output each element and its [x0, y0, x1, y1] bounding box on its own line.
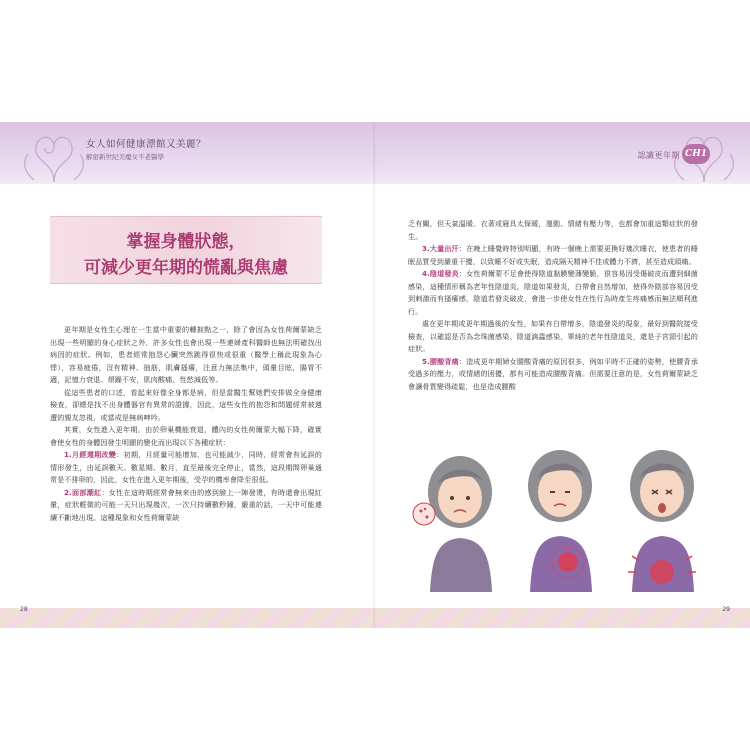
list-item — [408, 243, 698, 268]
list-item — [50, 487, 322, 525]
book-title: 女人如何健康漂館又美麗？ — [86, 139, 207, 150]
item-text: ：女性在這時期經常會無來由的感到臉上一陣發燙，有時還會出現紅暈，症狀輕微的可能一天只出現幾次，一次只持續數秒鐘，嚴重的話，一天中可能連續不斷地出現。這種現象和女性荷爾蒙缺 — [50, 487, 323, 522]
paragraph: 其實，女性進入更年期，由於卵巢機能衰退，體內的女性荷爾蒙大幅下降，確實會使女性的身體因發生明顯的變化而出現以下各種症狀： — [50, 425, 322, 447]
list-item — [408, 268, 698, 318]
page-number-right: 29 — [722, 606, 730, 613]
paragraph: 乏有關，但天氣溫暖、衣著或寢具太保暖，運動、情緒有壓力等，也都會加重這類症狀的發生。 — [408, 219, 698, 241]
swirl-ornament-left-icon — [14, 122, 94, 184]
item-text: ：初期，月經量可能增加，也可能減少，同時，經常會有延誤的情形發生，由延誤數天、數星期、數月，直至最後完全停止，當然，這段期間卵巢通常是不排卵的，因此，女性在進入更年期後，受孕的機率會降至很低。 — [50, 450, 322, 484]
three-women-symptoms-illustration-icon — [410, 422, 710, 592]
item-label: 1.月經週期改變 — [64, 450, 117, 459]
item-text: ：在晚上睡覺時特別明顯，有時一個晚上需要更換好幾次睡衣，使患者的睡眠品質受到嚴重干擾，以致睡不好或失眠，造成隔天精神不佳或體力不濟，甚至造成頭痛。 — [408, 244, 698, 266]
banner-line-1: 掌握身體狀態， — [126, 232, 246, 252]
item-label: 5.腰酸背痛 — [422, 356, 459, 366]
left-page-body — [50, 324, 322, 524]
list-item — [50, 449, 322, 487]
paragraph: 從這些患者的口述，看起來好像全身都是病，但是當醫生幫她們安排做全身健康檢查，卻總是找不出身體器官有異常的證據，因此，這些女性的抱怨和問題經常被週遭的親友忽視，或當成是無病呻吟。 — [50, 387, 322, 422]
woman-itching-figure — [413, 456, 492, 592]
woman-back-pain-figure — [628, 450, 696, 592]
right-page-body — [408, 218, 698, 393]
item-label: 2.面部潮紅 — [64, 487, 102, 497]
paragraph: 更年期是女性生心理在一生當中重要的轉捩點之一，除了會因為女性荷爾蒙缺乏出現一些明顯的身心症狀之外，許多女性也會出現一些連婦產科醫師也無法明確找出病因的症狀。例如，患者經常抱怨心臟突然跳得很快或很重（醫學上稱此現象為心悸），容易疲倦，沒有精神、抽筋，肌膚搔癢，注意力無法集中，頭暈目眩，腸胃不適，記憶力衰退、煩躁不安，肌肉酸痛、性慾減低等。 — [50, 325, 322, 384]
item-label: 3.大量出汗 — [422, 244, 459, 253]
item-text: ：女性荷爾蒙不足會使得陰道黏膜變薄變脆，很容易因受傷破皮而遭到細菌感染，這種情形稱為老年性陰道炎，陰道如果發炎，白帶會自然增加，使得外陰部容易因受到刺激而有搔癢感，陰道若發炎破皮，會進一步使女性在性行為時產生疼痛感而無法順利進行。 — [408, 269, 698, 316]
woman-stomach-pain-figure — [528, 450, 592, 592]
section-banner — [50, 216, 322, 284]
paragraph: 處在更年期或更年期過後的女性，如果有白帶增多，陰道發炎的現象，最好到醫院接受檢查，以確認是否為念珠菌感染、陰道滴蟲感染、單純的老年性陰道炎，還是子宮頸引起的症狀。 — [408, 319, 698, 353]
list-item — [408, 356, 698, 394]
chapter-label: 認識更年期 — [637, 151, 680, 160]
item-text: ：造成更年期婦女腰酸背痛的原因很多，例如平時不正確的姿勢，使腰背承受過多的壓力，或情緒的困擾，都有可能造成腰酸背痛。但需要注意的是，女性荷爾蒙缺乏會讓骨質變得疏鬆，也是造成腰酸 — [408, 356, 698, 391]
book-subtitle: 解密新世紀美魔女不老醫學 — [86, 153, 164, 161]
page-number-left: 28 — [20, 606, 28, 613]
page-gutter — [373, 122, 377, 628]
item-label: 4.陰道發炎 — [422, 269, 459, 278]
book-spread — [0, 122, 750, 628]
banner-line-2: 可減少更年期的慌亂與焦慮 — [84, 258, 288, 278]
chapter-badge: CH1 — [682, 144, 710, 164]
